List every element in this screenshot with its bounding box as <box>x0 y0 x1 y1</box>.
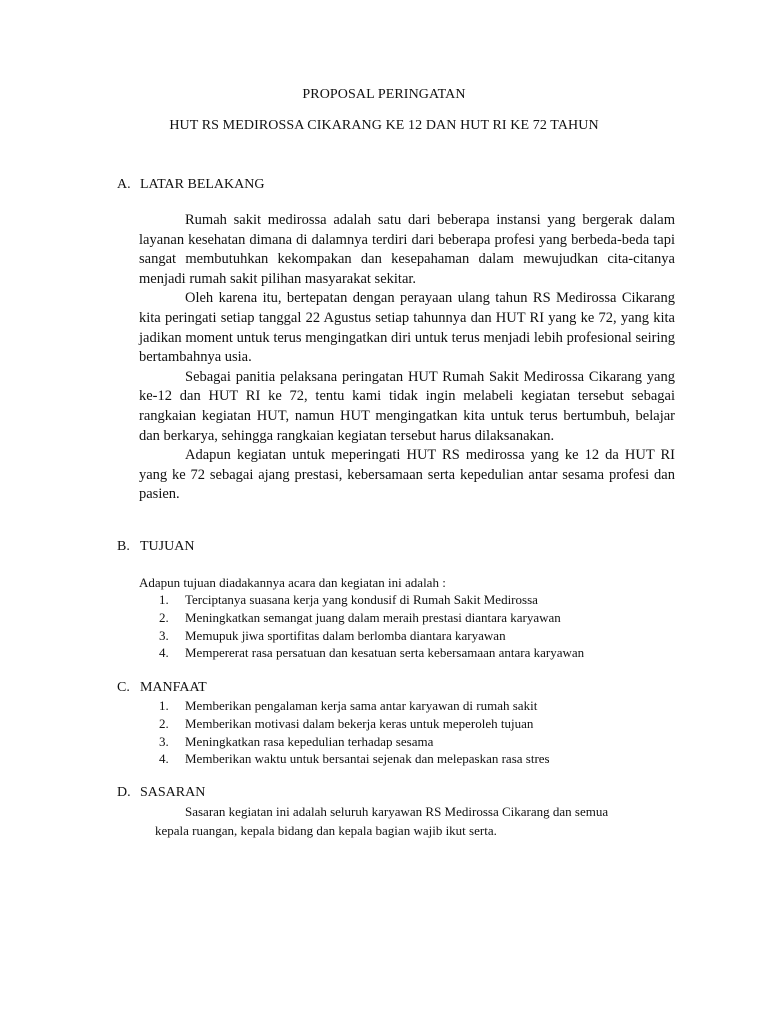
paragraph: Oleh karena itu, bertepatan dengan perayaan ulang tahun RS Medirossa Cikarang kita peringati setiap tanggal 22 Agustus setiap tahunnya dan HUT RI yang ke 72, yang kita jadikan moment untuk terus mengingatkan diri untuk terus menjadi lebih profesional seiring bertambahnya usia. <box>139 290 675 366</box>
list-number: 1. <box>159 698 169 713</box>
list-item <box>139 591 699 609</box>
list-text: Memberikan pengalaman kerja sama antar karyawan di rumah sakit <box>185 698 538 713</box>
list-item <box>139 627 699 645</box>
section-b-title: TUJUAN <box>140 539 195 554</box>
section-b-heading <box>117 539 194 555</box>
paragraph: Adapun kegiatan untuk meperingati HUT RS medirossa yang ke 12 da HUT RI yang ke 72 sebagai ajang prestasi, kebersamaan serta kepedulian antar sesama profesi dan pasien. <box>139 447 675 503</box>
list-number: 4. <box>159 751 169 767</box>
list-text: Memberikan motivasi dalam bekerja keras untuk meperoleh tujuan <box>185 715 534 731</box>
list-number: 2. <box>159 715 169 731</box>
section-d-title: SASARAN <box>140 785 206 800</box>
section-d-letter: D. <box>117 785 131 800</box>
document-title: PROPOSAL PERINGATAN <box>302 87 466 102</box>
section-a-heading <box>117 177 264 193</box>
section-d-heading <box>117 785 205 801</box>
document-subtitle: HUT RS MEDIROSSA CIKARANG KE 12 DAN HUT RI KE 72 TAHUN <box>169 118 599 133</box>
section-a-title: LATAR BELAKANG <box>140 177 265 192</box>
section-c-title: MANFAAT <box>140 680 207 695</box>
list-item <box>139 733 699 751</box>
section-c-list <box>139 697 699 768</box>
list-item <box>139 715 699 733</box>
section-b-letter: B. <box>117 539 130 554</box>
section-d-text-line1: Sasaran kegiatan ini adalah seluruh karyawan RS Medirossa Cikarang dan semua <box>185 804 609 819</box>
section-a-letter: A. <box>117 177 131 192</box>
section-b-intro: Adapun tujuan diadakannya acara dan kegiatan ini adalah : <box>139 575 446 590</box>
section-c-heading <box>117 680 207 696</box>
list-number: 1. <box>159 592 169 607</box>
paragraph: Sebagai panitia pelaksana peringatan HUT Rumah Sakit Medirossa Cikarang yang ke-12 dan HUT RI ke 72, tentu kami tidak ingin melabeli kegiatan tersebut sebagai rangkaian kegiatan HUT, namun HUT mengingatkan kita untuk terus bertumbuh, belajar dan berkarya, sehingga rangkaian kegiatan tersebut harus dilaksanakan. <box>139 368 675 444</box>
list-text: Meningkatkan rasa kepedulian terhadap sesama <box>185 733 434 749</box>
list-item <box>139 644 699 662</box>
paragraph: Rumah sakit medirossa adalah satu dari beberapa instansi yang bergerak dalam layanan kesehatan dimana di dalamnya terdiri dari beberapa profesi yang berbeda-beda tapi sangat membutuhkan kekompakan dan kesepahaman dalam mewujudkan cita-citanya menjadi rumah sakit pilihan masyarakat sekitar. <box>139 212 675 287</box>
list-text: Terciptanya suasana kerja yang kondusif di Rumah Sakit Medirossa <box>185 592 538 607</box>
list-number: 4. <box>159 645 169 661</box>
list-text: Mempererat rasa persatuan dan kesatuan serta kebersamaan antara karyawan <box>185 645 585 661</box>
list-item <box>139 750 699 768</box>
list-text: Memupuk jiwa sportifitas dalam berlomba diantara karyawan <box>185 627 506 643</box>
section-c-letter: C. <box>117 680 130 695</box>
list-number: 3. <box>159 627 169 643</box>
list-item <box>139 697 699 715</box>
list-number: 3. <box>159 733 169 749</box>
section-b-list <box>139 591 699 662</box>
list-item <box>139 609 699 627</box>
section-a-body <box>139 211 675 505</box>
list-text: Memberikan waktu untuk bersantai sejenak dan melepaskan rasa stres <box>185 751 550 767</box>
list-text: Meningkatkan semangat juang dalam meraih prestasi diantara karyawan <box>185 609 561 625</box>
section-d-text-line2: kepala ruangan, kepala bidang dan kepala bagian wajib ikut serta. <box>155 823 497 838</box>
list-number: 2. <box>159 609 169 625</box>
